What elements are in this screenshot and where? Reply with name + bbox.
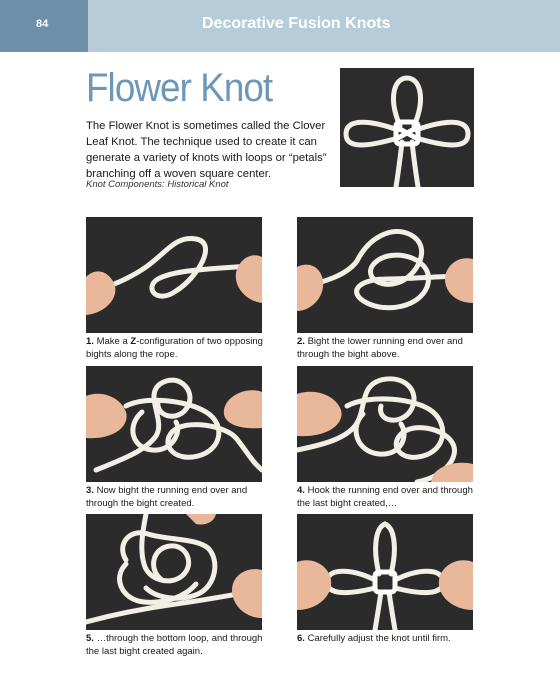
intro-paragraph: The Flower Knot is sometimes called the Clover Leaf Knot. The technique used to create it can generate a variety of knots with loops or “petals” branching off a woven square center. (86, 120, 327, 180)
step-2-photo (297, 217, 473, 333)
page-header (0, 0, 560, 52)
knot-components: Knot Components: Historical Knot (86, 179, 229, 190)
chapter-title: Decorative Fusion Knots (202, 15, 391, 32)
page-title: Flower Knot (86, 66, 273, 110)
step-5-caption: 5. …through the bottom loop, and through the last bight created again. (86, 633, 263, 657)
step-4-caption: 4. Hook the running end over and through the last bight created,… (297, 485, 473, 509)
step-5-photo (86, 514, 262, 630)
page-number: 84 (36, 18, 49, 30)
step-3-caption: 3. Now bight the running end over and through the bight created. (86, 485, 248, 509)
step-1-photo (86, 217, 262, 333)
page-number-box (0, 0, 88, 52)
finished-knot-photo (340, 68, 474, 187)
step-2-caption: 2. Bight the lower running end over and through the bight above. (297, 336, 463, 360)
step-6-caption: 6. Carefully adjust the knot until firm. (297, 633, 451, 644)
step-3-photo (86, 366, 262, 482)
step-4-photo (297, 366, 473, 482)
step-6-photo (297, 514, 473, 630)
step-1-caption: 1. Make a Z-configuration of two opposing bights along the rope. (86, 336, 263, 360)
